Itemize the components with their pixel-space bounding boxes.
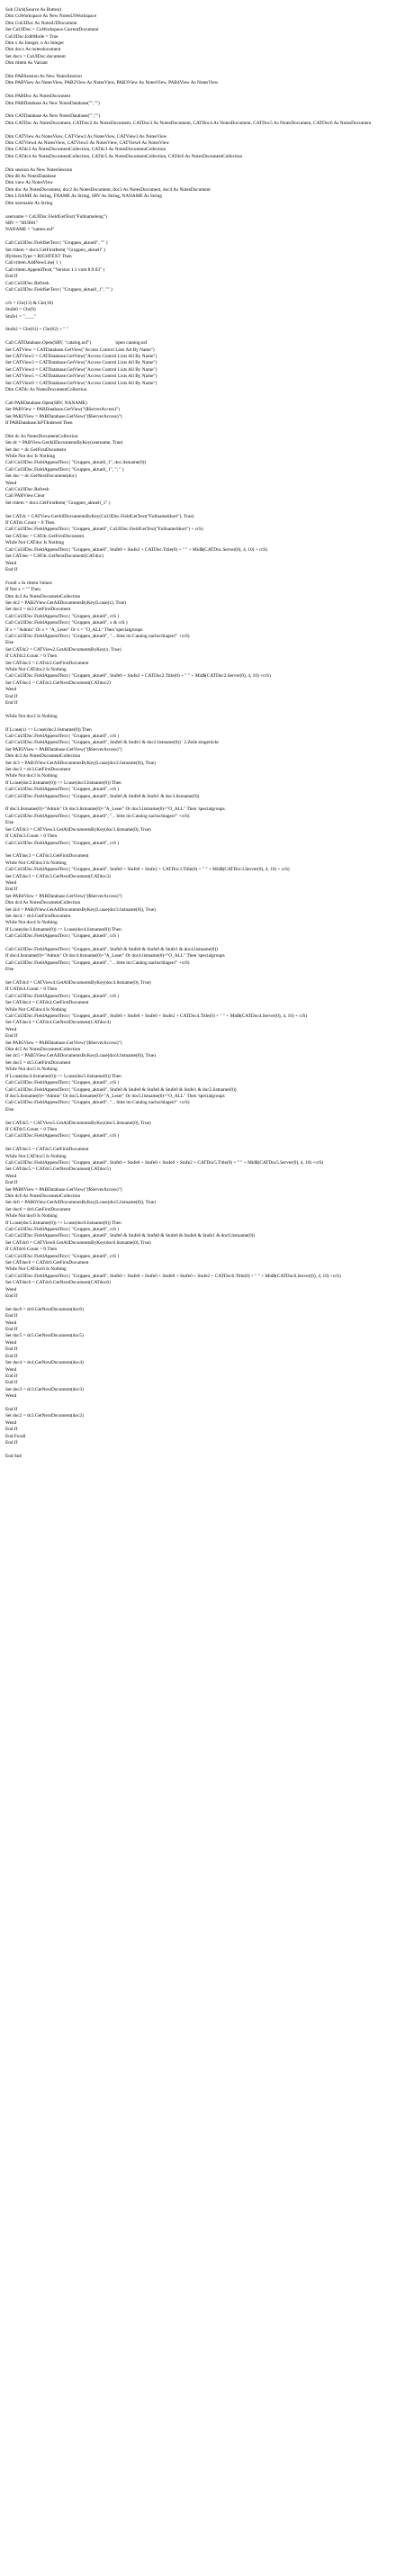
code-line: Set doc4 = dc4.GetFirstDocument [5, 913, 71, 919]
code-line: Call CuUIDoc.FieldAppendText ( "Gruppen_aktuell", Stufe0 & Stufe0 & Stufe1 & doc3.listname(0)) [5, 793, 200, 799]
code-line: If Lcase(doc4.listname(0)) <> Lcase(doc5.listname(0)) Then [5, 1073, 122, 1079]
code-line: Set doc2 = dc2.GetFirstDocument [5, 607, 71, 613]
code-line: Call CuUIDoc.FieldAppendText ( "Gruppen_aktuell", Stufe0 + Stufe2 + CATDoc.Title(0) + " " + Mid$(CATDoc.Server(0), 4, 10) + crS) [5, 546, 267, 553]
code-line: Set CATdc4 = CATView4.GetAllDocumentsByKey(doc4.listname(0), True) [5, 980, 151, 986]
code-line: Set rtitem = docx.GetFirstItem( "Gruppen_aktuell" ) [5, 247, 106, 253]
code-line: While Not CATdoc2 Is Nothing [5, 667, 67, 672]
code-line: Dim CuUIDoc As NotesUIDocument [5, 20, 77, 26]
code-line: Set PAB6View = PABDatabase.GetView("($ServerAccess)") [5, 1186, 122, 1193]
code-line: End If [5, 887, 18, 893]
code-line: Call CuUIDoc.FieldAppendText ( "Gruppen_aktuell", CuUIDoc.FieldGetText("FullnameShort") + crS) [5, 527, 203, 533]
code-line [5, 393, 400, 400]
code-line: Call CuUIDoc.FieldAppendText ( "Gruppen_aktuell", Stufe0 + Stufe0 + Stufe0 + Stufe2 + CATDoc4.Title(0) + " " + Mid$(CATDoc4.Server(0), 4, 10) + crS) [5, 1013, 308, 1020]
code-line: Stufe2 = Chr(61) + Chr(62) + " " [5, 327, 68, 333]
code-line: Dim dc3 As NotesDocumentCollection [5, 753, 81, 760]
code-line: username = CuUIDoc.FieldGetText("Fullnameleng") [5, 213, 107, 220]
code-line: Set CATView3 = CATDatabase.GetView("Access Control Lists All By Name") [5, 360, 158, 366]
code-line: Set CATdoc6 = CATdc6.GetNextDocument(CATdoc6) [5, 1280, 111, 1286]
code-line: Set CATdoc5 = CATdc5.GetFirstDocument [5, 1147, 89, 1153]
code-line [5, 293, 400, 300]
code-line: Set CuUIDoc = CuWorkspace.CurrentDocument [5, 27, 99, 33]
code-line: Set CATView = CATDatabase.GetView("Access Control Lists All By Name") [5, 347, 155, 353]
code-line [5, 1401, 400, 1407]
code-line: End If [5, 1406, 18, 1412]
code-line: Call CuUIDoc.FieldAppendText ( "Gruppen_aktuell", crS ) [5, 840, 120, 846]
code-line: Set CATdc2 = CATView2.GetAllDocumentsByKey(x, True) [5, 646, 122, 653]
code-line: Set PAB5View = PABDatabase.GetView("($ServerAccess)") [5, 1040, 122, 1046]
code-line [5, 234, 400, 240]
code-line: Call CuUIDoc.FieldSetText ( "Gruppen_aktuell_1", "" ) [5, 286, 112, 293]
code-line: Call CuUIDoc.Refresh [5, 280, 50, 286]
code-line: Dim CATView4 As NotesView, CATView5 As NotesView, CATView6 As NotesView [5, 140, 170, 147]
code-line: Wend [5, 687, 17, 693]
code-line: Set doc = dc.GetNextDocument(doc) [5, 473, 76, 480]
code-line: Dim docx As notesdocument [5, 47, 61, 53]
code-line: End If [5, 1180, 18, 1186]
code-line: If(rtitem.Type = RICHTEXT Then [5, 253, 72, 259]
code-line: Set CATView4 = CATDatabase.GetView("Access Control Lists All By Name") [5, 366, 158, 373]
code-line: Dim session As New NotesSession [5, 167, 73, 173]
code-line: Dim username As String [5, 200, 53, 206]
code-line: Set rtitem = docx.GetFirstItem( "Gruppen_aktuell_1" ) [5, 500, 111, 506]
code-line: Dim PABDoc As NotesDocument [5, 94, 71, 100]
code-line: Dim PABDatabase As New NotesDatabase("","") [5, 100, 100, 106]
code-line: Stufe1 = "____" [5, 313, 37, 320]
code-line: Set doc4 = dc4.GetNextDocument(doc4) [5, 1360, 84, 1366]
code-line: If Lcase(doc3.listname(0)) <> Lcase(doc4.listname(0)) Then [5, 926, 122, 932]
code-line: Set dc5 = PAB5View.GetAllDocumentsByKey(Lcase(doc4.listname(0)), True) [5, 1053, 157, 1059]
code-line: If Lcase(doc2.listname(0)) <> Lcase(doc3.listname(0)) Then [5, 779, 122, 786]
code-line: Set dc3 = PAB3View.GetAllDocumentsByKey(Lcase(doc2.listname(0)), True) [5, 760, 157, 766]
code-line: Call CuUIDoc.FieldAppendText ( "Gruppen_aktuell", crS ) [5, 1253, 120, 1259]
code-line: While Not doc6 Is Nothing [5, 1213, 58, 1220]
code-line: Call CuUIDoc.FieldAppendText ( "Gruppen_aktuell", Stufe0 + Stufe0 + Stufe0 + Stufe0 + Stufe2 + CATDoc5.Title(0) + " " + Mid$(CATDoc5.Server(0), 4, 10) +crS) [5, 1159, 324, 1166]
code-line: Set CATView2 = CATDatabase.GetView("Access Control Lists All By Name") [5, 353, 158, 359]
code-line: If doc3.listname(0)="Admin" Or doc3.listname(0)="A_Leser" Or doc3.listname(0)="O_ALL" Then 'specialgroups [5, 806, 225, 813]
code-line [5, 1300, 400, 1306]
code-line: Dim CATdc2 As NotesDocumentCollection, CATdc3 As NotesDocumentCollection [5, 147, 166, 153]
code-line: Set PABView = PABDatabase.GetView("($ServerAccess)") [5, 407, 120, 413]
code-line: Set CATdc6 = CATView6.GetAllDocumentsByKey(doc6.listname(0), True) [5, 1239, 151, 1246]
code-line: Call CuUIDoc.FieldAppendText ( "Gruppen_aktuell", Stufe0 + Stufe0 + Stufe0 + Stufe0 + Stufe0 + Stufe2 + CATDoc6.Title(0) + " " + Mid$(CATDoc6.Server(0), 4, 10) +crS) [5, 1273, 341, 1279]
code-line: Dim view As NotesView [5, 180, 53, 186]
code-line: Call CuUIDoc.FieldAppendText ( "Gruppen_aktuell", "... bitte im Catalog nachschlagen!" +crS) [5, 959, 190, 966]
code-line: If Lcase(x) <> Lcase(doc2.listname(0)) Then [5, 726, 92, 733]
code-line: NANAME = "names.nsf" [5, 227, 55, 233]
code-line [5, 68, 400, 74]
code-line: Else [5, 967, 14, 973]
code-line: Set CATdoc2 = CATdc2.GetFirstDocument [5, 660, 89, 666]
code-line: Wend [5, 1339, 17, 1346]
code-line: Set CATdoc4 = CATdc4.GetNextDocument(CATdoc4) [5, 1020, 111, 1026]
code-line: Wend [5, 560, 17, 566]
code-line: Dim CATdc As NotesDocumentCollection [5, 387, 87, 392]
code-line [5, 941, 400, 947]
code-line: Stufe0 = Chr(9) [5, 307, 36, 313]
code-line: Else [5, 1106, 14, 1112]
code-line: Dim CuWorkspace As New NotesUIWorkspace [5, 14, 97, 20]
code-line: Call CuUIDoc.FieldAppendText ( "Gruppen_aktuell", Stufe0 & Stufe1 & doc2.listname(0)) ' 2.Zeile eingerückt [5, 740, 219, 746]
code-line: Set dc2 = PAB2View.GetAllDocumentsByKey(Lcase(x), True) [5, 599, 126, 606]
code-line: Set doc5 = dc5.GetNextDocument(doc5) [5, 1333, 84, 1339]
code-line: Call rtitem.AddNewLine( 1 ) [5, 260, 61, 266]
code-line [5, 160, 400, 167]
code-line: Set CATView5 = CATDatabase.GetView("Access Control Lists All By Name") [5, 374, 158, 380]
code-line: Call CuUIDoc.FieldAppendText ( "Gruppen_aktuell_1", "; " ) [5, 466, 124, 473]
code-line: Set CATdoc4 = CATdc4.GetFirstDocument [5, 1000, 89, 1006]
code-line: Call CuUIDoc.FieldAppendText ( "Gruppen_aktuell", crS ) [5, 1133, 120, 1139]
code-line: Set CATdoc5 = CATdc5.GetNextDocument(CATdoc5) [5, 1166, 111, 1173]
code-line: While Not CATdoc5 Is Nothing [5, 1153, 67, 1159]
code-line: Set doc6 = dc6.GetNextDocument(doc6) [5, 1306, 84, 1312]
code-line: Set doc6 = dc6.GetFirstDocument [5, 1206, 71, 1212]
code-line: Set CATdoc = CATdc.GetFirstDocument [5, 533, 85, 539]
code-line: Set CATView6 = CATDatabase.GetView("Access Control Lists All By Name") [5, 380, 158, 386]
code-line: Dim db As NotesDatabase [5, 174, 57, 180]
code-line: Set dc4 = PAB4View.GetAllDocumentsByKey(Lcase(doc3.listname(0)), True) [5, 906, 157, 913]
code-line: Call PABView.Clear [5, 493, 45, 500]
code-line: Dim PABView As NotesView, PAB2View As NotesView, PAB3View As NotesView, PAB4View As NotesView [5, 80, 219, 86]
code-line: CuUIDoc.EditMode = True [5, 33, 58, 40]
code-line: Call CuUIDoc.FieldAppendText ( "Gruppen_aktuell", crS ) [5, 787, 120, 793]
code-line: End Sub [5, 1453, 22, 1459]
code-line: End If [5, 1327, 18, 1333]
code-line: While Not doc Is Nothing [5, 454, 56, 460]
code-line: Set dc6 = PAB6View.GetAllDocumentsByKey(Lcase(doc5.listname(0)), True) [5, 1200, 157, 1206]
code-line: Dim CATDoc As NotesDocument, CATDoc2 As NotesDocument, CATDoc3 As NotesDocument, CATDoc4 As NotesDocument, CATDoc5 As NotesDocument, CATDoc6 As NotesDocument [5, 120, 372, 126]
code-line: Call CuUIDoc.FieldAppendText ( "Gruppen_aktuell", Stufe0 & Stufe0 & Stufe0 & Stufe0 & Stufe1 & doc5.listname(0)) [5, 1086, 237, 1093]
code-line: Set doc3 = dc3.GetFirstDocument [5, 767, 71, 773]
code-line: Else [5, 640, 14, 646]
code-line: End If [5, 1033, 18, 1040]
code-line: Set dc = PABView.GetAllDocumentsByKey(username, True) [5, 440, 123, 446]
code-line: Call CuUIDoc.FieldAppendText ( "Gruppen_aktuell", Stufe0 & Stufe0 & Stufe0 & Stufe1 & doc4.listname(0)) [5, 946, 218, 952]
code-line: Dim dc5 As NotesDocumentCollection [5, 1047, 81, 1053]
code-line: End If [5, 274, 18, 280]
code-line: Dim doc As NotesDocument, doc2 As NotesDocument, doc3 As NotesDocument, doc4 As NotesDocument [5, 186, 211, 193]
code-line: While Not CATdoc3 Is Nothing [5, 860, 67, 866]
code-line: Wend [5, 1366, 17, 1373]
code-line [5, 974, 400, 980]
code-line: Wend [5, 1320, 17, 1326]
code-line: Wend [5, 480, 17, 486]
code-line: SRV = "HUB01" [5, 220, 39, 226]
code-line: Dim LNAME As String, FNAME As String, SRV As String, NANAME As String [5, 194, 162, 200]
code-line: Dim x As Integer, n As Integer [5, 41, 64, 47]
code-line: If PABDatabase.IsFTIndexed Then [5, 420, 73, 427]
code-line: If CATdc4.Count > 0 Then [5, 986, 58, 993]
code-line: Call PABDatabase.Open(SRV, NANAME) [5, 400, 87, 406]
code-line [5, 1446, 400, 1453]
code-line [5, 127, 400, 133]
code-line [5, 87, 400, 94]
code-line: Call CuUIDoc.FieldAppendText ( "Gruppen_aktuell", crS ) [5, 933, 120, 940]
code-line: Dim dc2 As NotesDocumentCollection [5, 593, 81, 599]
code-line: If doc5.listname(0)="Admin" Or doc5.listname(0)="A_Leser" Or doc5.listname(0)="O_ALL" Then 'specialgroups [5, 1093, 225, 1099]
code-line: Call CuUIDoc.FieldAppendText ( "Gruppen_aktuell", Stufe0 + Stufe0 + Stufe2 + CATDoc3.Title(0) + " " + Mid$(CATDoc3.Server(0), 4, 10) + crS) [5, 867, 290, 873]
code-line: If Lcase(doc5.listname(0)) <> Lcase(doc6.listname(0)) Then [5, 1220, 122, 1226]
code-line: If x = "Admin" Or x = "A_Leser" Or x = "O_ALL" Then 'specialgroups [5, 626, 143, 633]
code-line: Call CATDatabase.Open(SRV, "catalog.nsf") 'open catalog.nsf [5, 340, 148, 347]
code-line: Set CATdc5 = CATView5.GetAllDocumentsByKey(doc5.listname(0), True) [5, 1120, 151, 1126]
code-line: Set doc = dc.GetFirstDocument [5, 446, 67, 453]
code-line: Call CuUIDoc.FieldAppendText ( "Gruppen_aktuell", Stufe0 & Stufe0 & Stufe0 & Stufe0 & Stufe0 & Stufe1 & doc6.listname(0)) [5, 1233, 256, 1239]
code-line: Call CuUIDoc.FieldSetText ( "Gruppen_aktuell", "" ) [5, 240, 108, 247]
code-line: Set CATdoc = CATdc.GetNextDocument(CATdoc) [5, 554, 104, 560]
code-line: Call CuUIDoc.FieldAppendText ( "Gruppen_aktuell", x & crS ) [5, 620, 128, 626]
code-line [5, 573, 400, 580]
code-line: End If [5, 1439, 18, 1446]
code-line [5, 707, 400, 713]
code-line: crS = Chr(13) & Chr(10) [5, 300, 54, 306]
code-line: Call CuUIDoc.FieldAppendText ( "Gruppen_aktuell", "... bitte im Catalog nachschlagen!" +crS) [5, 1100, 190, 1106]
code-line: End If [5, 693, 18, 699]
code-line: Set CATdoc6 = CATdc6.GetFirstDocument [5, 1260, 89, 1266]
code-line [5, 507, 400, 513]
code-line: Set doc5 = dc5.GetFirstDocument [5, 1059, 71, 1066]
code-line [5, 720, 400, 726]
code-line: Wend [5, 1173, 17, 1179]
code-line: Else [5, 820, 14, 826]
code-line: Dim dc6 As NotesDocumentCollection [5, 1193, 81, 1199]
code-line: End If [5, 1373, 18, 1379]
code-line: Call CuUIDoc.FieldAppendText ( "Gruppen_aktuell", Stufe0 + Stufe2 + CATDoc2.Title(0) + " " + Mid$(CATDoc2.Server(0), 4, 10) +crS) [5, 673, 271, 680]
code-line: While Not CATdoc6 Is Nothing [5, 1266, 67, 1273]
code-line: Call CuUIDoc.FieldAppendText ( "Gruppen_aktuell", crS ) [5, 993, 120, 999]
code-line: While Not doc5 Is Nothing [5, 1067, 58, 1073]
code-line: If CATdc5.Count > 0 Then [5, 1126, 58, 1132]
code-line: Dim CATDatabase As New NotesDatabase("","") [5, 113, 100, 120]
code-line: If CATdc.Count > 0 Then [5, 520, 55, 527]
code-line [5, 847, 400, 853]
code-line: Set CATdc3 = CATView3.GetAllDocumentsByKey(doc3.listname(0), True) [5, 826, 151, 833]
code-line: Call CuUIDoc.FieldAppendText ( "Gruppen_aktuell", "... bitte im Catalog nachschlagen!" +crS) [5, 633, 190, 639]
code-line: While Not doc2 Is Nothing [5, 713, 58, 719]
code-line: While Not CATdoc4 Is Nothing [5, 1006, 67, 1013]
code-line: If CATdc3.Count > 0 Then [5, 833, 58, 840]
code-line: Call CuUIDoc.FieldAppendText ( "Gruppen_aktuell_1", doc.listname(0)) [5, 460, 147, 466]
code-line: Call CuUIDoc.FieldAppendText ( "Gruppen_aktuell", crS ) [5, 1080, 120, 1086]
code-line: Set doc2 = dc2.GetNextDocument(doc2) [5, 1413, 84, 1419]
code-line: While Not CATdoc Is Nothing [5, 540, 65, 546]
code-line: Set PAB3View = PABDatabase.GetView("($ServerAccess)") [5, 746, 122, 752]
code-line: Set CATdoc2 = CATdc2.GetNextDocument(CATdoc2) [5, 680, 111, 686]
code-line [5, 207, 400, 213]
code-line: Wend [5, 1419, 17, 1426]
code-line: Set doc3 = dc3.GetNextDocument(doc3) [5, 1386, 84, 1392]
code-line: Set PAB2View = PABDatabase.GetView("($ServerAccess)") [5, 413, 122, 419]
code-line [5, 1140, 400, 1147]
code-line: Dim rtitem As Variant [5, 60, 48, 67]
code-line: End Forall [5, 1433, 26, 1439]
code-line: Set CATdoc3 = CATdc3.GetFirstDocument [5, 853, 89, 860]
code-line: End If [5, 1347, 18, 1353]
code-line: If Not x = "" Then [5, 587, 40, 593]
code-line: End If [5, 1353, 18, 1359]
code-line: If CATdc2.Count > 0 Then [5, 653, 58, 660]
code-line: Set CATdoc3 = CATdc3.GetNextDocument(CATdoc3) [5, 873, 111, 879]
code-line: End If [5, 566, 18, 572]
code-line: Wend [5, 1286, 17, 1293]
code-line: End If [5, 1380, 18, 1386]
code-line: Call CuUIDoc.FieldAppendText ( "Gruppen_aktuell", crS ) [5, 734, 120, 740]
code-line: Set PAB4View = PABDatabase.GetView("($ServerAccess)") [5, 893, 122, 899]
code-line: End If [5, 700, 18, 707]
code-line: Call rtitem.AppendText( "Version 1.1 vom 8.9.03" ) [5, 266, 105, 273]
code-line: Set CATdc = CATView.GetAllDocumentsByKey(CuUIDoc.FieldGetText("FullnameShort"), True) [5, 513, 194, 519]
code-line: Wend [5, 1393, 17, 1400]
code-line: While Not doc3 Is Nothing [5, 773, 58, 779]
code-line: Call CuUIDoc.FieldAppendText ( "Gruppen_aktuell", crS ) [5, 613, 120, 619]
code-line: Dim PABSession As New NotesSession [5, 74, 82, 80]
code-line: Forall x In rtitem.Values [5, 580, 52, 586]
code-line: Dim dc As NotesDocumentCollection [5, 433, 78, 439]
code-line: End If [5, 1313, 18, 1320]
code-line [5, 427, 400, 433]
code-line: Set docx = CuUIDoc.document [5, 53, 66, 59]
code-line: Wend [5, 1026, 17, 1032]
code-line: While Not doc4 Is Nothing [5, 920, 58, 926]
code-line: Sub Click(Source As Button) [5, 7, 61, 13]
code-line: Call CuUIDoc.Refresh [5, 487, 50, 493]
code-line: Dim CATView As NotesView, CATView2 As NotesView, CATView3 As NotesView [5, 133, 167, 140]
code-line: Call CuUIDoc.FieldAppendText ( "Gruppen_aktuell", "... bitte im Catalog nachschlagen!" +crS) [5, 813, 190, 819]
code-line: Call CuUIDoc.FieldAppendText ( "Gruppen_aktuell", crS ) [5, 1227, 120, 1232]
code-line: Wend [5, 879, 17, 886]
code-line: Dim CATdc4 As NotesDocumentCollection, CATdc5 As NotesDocumentCollection, CATdc6 As NotesDocumentCollection [5, 153, 243, 159]
code-line: If CATdc6.Count > 0 Then [5, 1247, 58, 1253]
code-line [5, 1113, 400, 1120]
code-line: End If [5, 1427, 18, 1433]
code-line: If doc4.listname(0)="Admin" Or doc4.listname(0)="A_Leser" Or doc4.listname(0)="O_ALL" Then 'specialgroups [5, 953, 225, 959]
code-line: Dim dc4 As NotesDocumentCollection [5, 900, 81, 906]
code-line: End If [5, 1293, 18, 1300]
